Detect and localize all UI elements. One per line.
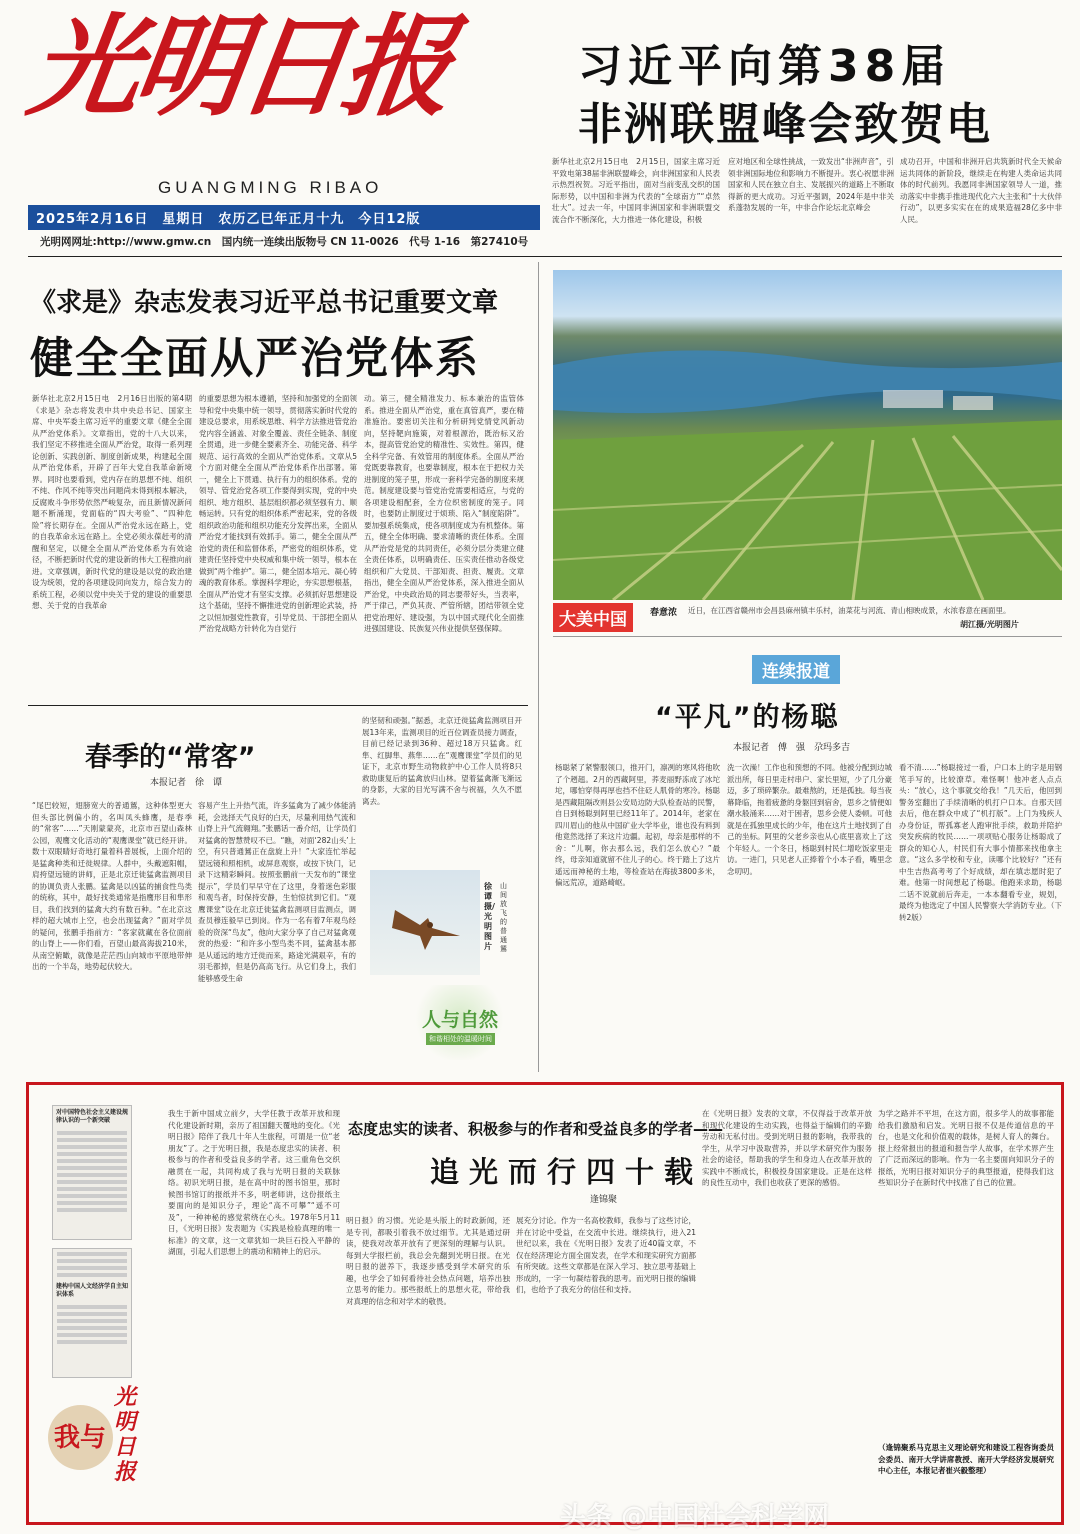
spring-column-2: 容易产生上升热气流，许多猛禽为了减少体能消耗，会选择天气良好的白天，尽量利用热气流和山脊上升气流翱翔。”张鹏话一番介绍，让学员们对猛禽的智慧赞叹不已。“瞧，对面‘282山头’上空，有只普通鵟正在盘旋上升！”大家连忙举起望远镜和照相机，或屏息观察，或按下快门，记录下这精彩瞬间。按照张鹏前一天发布的“课堂提示”，学员们早早守在了这里，身着迷色彩服和观鸟者，时保持安静，生怕惊扰到它们。“观鹰课堂”设在北京迁徙猛禽监测项目监测点，调查员穆连毅早已到岗。作为一名有着7年观鸟经验的资深“鸟友”，他向大家分享了自己对猛禽观赏的热爱：“和许多小型鸟类不同，猛禽基本都是从遥远的地方迁徙而来，路途光满艰辛，有的羽毛都掉，但是仍高高飞行。从它们身上，我们能够感受生命 — [198, 801, 356, 983]
spring-column-1: “尾巴较短，翅膀宽大的普通鵟，这种体型更大但头部比例偏小的，名叫凤头蜂鹰，是春季的“常客”……”天刚蒙蒙亮，北京市百望山森林公园，观鹰文化活动的“观鹰课堂”就已经开讲。数十双眼睛好奇地打量着科普展板，上面介绍的是猛禽种类和迁徙规律。人群中，头戴遮阳帽，肩挎望远镜的讲师，正是北京迁徙猛禽监测项目的协调负责人张鹏。猛禽是以凶猛的捕食性鸟类的统称，其中，最好找类通常是指鹰形目和隼形目，我们找到的猛禽大约有数百种。“在北京这样的超大城市上空，也会出现猛禽？”面对学员的疑问，张鹏手指前方：“客家就藏在各位面前的山脊上——你们看，百望山最高海拔210米，从南空俯瞰，就像是茫茫西山向城市平原地带伸出的一个半岛，地势起伏较大。 — [32, 801, 192, 971]
thumbnail-clipping-2-title: 建构中国人文经济学自主知识体系 — [56, 1283, 129, 1298]
spring-column-3: 的坚韧和顽强。”据悉，北京迁徙猛禽监测项目开展13年来，监测项目的近百位调查员接力调查，目前已经记录到36种、超过18万只猛禽。红隼、红脚隼、燕隼……在“观鹰课堂”学员们的见证下，北京市野生动物救护中心工作人员将8只救助康复后的猛禽放归山林。望着猛禽渐飞渐远的身影，大家的目光写满不舍与祝福，久久不愿离去。 — [362, 716, 522, 806]
continued-headline: “平凡”的杨聪 — [655, 702, 840, 733]
feature-headline: 追光而行四十载 — [430, 1155, 704, 1189]
continued-column-1: 杨聪紧了紧警服领口，推开门，凛冽的寒风将他吹了个趔趄。2月的西藏阿里，荞麦丽野冻成了冰坨坨，哪怕穿得再厚也挡不住砭人肌骨的寒冷。杨聪是西藏阻隔改则县公安局边防大队检查站的民警，自日到杨聪到阿里已经11年了。2014年，老家在四川眉山的他从中国矿业大学毕业，谁也没有料到他竟然选择了来这片边疆。起初，母亲是那样的不舍：“儿啊，你去那么远，我们怎么放心？”最终，母亲知道就留不住儿子的心。终于踏上了这片遥远而神秘的土地，等检查站在海拔3800多米，偏远荒凉，道路崎岖。 — [555, 763, 720, 887]
feature-byline: 逢锦聚 — [590, 1195, 618, 1205]
dateline-bar: 2025年2月16日 星期日 农历乙巳年正月十九 今日12版 — [28, 205, 540, 230]
feature-logo-big: 我与 — [54, 1423, 107, 1453]
qiushi-column-3: 动。第三，健全精准发力、标本兼治的监管体系。推进全面从严治党，重在真管真严，要在精准施治。要密切关注和分析研判党情党风新动向，坚持靶向施策，对着根源治，既治标又治本，提高管党治党的精准性、实效性。第四，健全科学完备、有效管用的制度体系。全面从严治党既要靠教育，也要靠制度，根本在于把权力关进制度的笼子里，形成一套科学完备的制度来规范。制度建设要与管党治党需要相适应，与党的各项建设相配套，全方位织密制度的笼子。同时，也要防止制度过于烦琐、陷入“制度陷阱”。要加强系统集成，使各项制度成为有机整体。第五，健全全体明确、要求清晰的责任体系。全面从严治党是党的共同责任，必须分层分类建立健全责任体系，以明确责任、压实责任推动各级党组织和广大党员、干部知责、担责、履责。文章指出，健全全面从严治党体系，深入推进全面从严治党，中央政治局的同志要带好头，当表率，严于律己，严负其责、严管所辖，团结带领全党把党治理好、建设强，为以中国式现代化全面推进强国建设、民族复兴伟业提供坚强保障。 — [364, 394, 524, 633]
lead-headline-2: 非洲联盟峰会致贺电 — [578, 99, 992, 150]
feature-author-note: （逢锦聚系马克思主义理论研究和建设工程咨询委员会委员、南开大学讲席教授、南开大学经济发展研究中心主任，本报记者崔兴毅整理） — [878, 1443, 1054, 1475]
lead-headline-1: 习近平向第38届 — [578, 41, 952, 92]
feature-kicker: 态度忠实的读者、积极参与的作者和受益良多的学者—— — [348, 1120, 724, 1138]
feature-logo-name: 光明日报 — [114, 1384, 137, 1485]
spring-byline: 本报记者 徐 谭 — [150, 778, 223, 788]
qiushi-headline: 健全全面从严治党体系 — [30, 334, 480, 384]
feature-logo — [48, 1385, 158, 1515]
continued-byline: 本报记者 傅 强 尕玛多吉 — [733, 743, 851, 753]
photo-tag: 大美中国 — [553, 603, 633, 632]
divider-right-photo — [553, 636, 1062, 637]
feature-column-4: 在《光明日报》发表的文章，不仅得益于改革开放和现代化建设的生动实践，也得益于编辑们的辛勤劳动和无私付出。受到光明日报的影响，我带我的学生，从学习中汲取营养，并以学术研究作为服务社会的途径，帮助我的学生和身边人在改革开放的实践中不断成长，积极投身国家建设。正是在这样的良性互动中，我们也收获了更深的感悟。 — [702, 1109, 872, 1187]
divider-mid-left — [28, 705, 528, 706]
feature-column-1: 我生于新中国成立前夕，大学任教于改革开放和现代化建设新时期，亲历了祖国翻天覆地的变化。《光明日报》陪伴了我几十年人生旅程，可谓是一位“老朋友”了。之于光明日报，我是态度忠实的读者、积极参与的作者和受益良多的学者。这三重角色交织融贯在一起，共同构成了我与光明日报的关联脉络。初识光明日报，是在高中时的图书馆里，那时候图书馆订的报纸并不多，明老师讲，这份报纸主要面向的是知识分子，理论“高不可攀”“遥不可及”，一种神秘的感觉萦绕在心头。1978年5月11日，《光明日报》发表题为《实践是检验真理的唯一标准》的文章，这一文章犹如一块巨石投入平静的湖面，引起人们思想上的震动和精神上的启示。 — [168, 1109, 340, 1256]
feature-column-5: 为学之路并不平坦，在这方面，很多学人的故事都能给我们激励和启发。光明日报不仅是传道信息的平台，也是文化和价值观的载体，是树人育人的舞台。报上经常报出的报道和报告学人故事，在学术界产生了广泛而深远的影响。作为一名主要面向知识分子的报纸，光明日报对知识分子的典型报道，使得我们这些知识分子在新时代中找准了自己的位置。 — [878, 1109, 1054, 1187]
photo-title: 春意浓 — [650, 608, 678, 618]
masthead-logo: 光明日报 — [21, 2, 456, 131]
qiushi-column-1: 新华社北京2月15日电 2月16日出版的第4期《求是》杂志将发表中共中央总书记、国家主席、中央军委主席习近平的重要文章《健全全面从严治党体系》。文章指出，党的十八大以来，我们坚定不移推进全面从严治党，取得一系列理论创新、实践创新、制度创新成果，构建起全面从严治党体系，开辟了百年大党自我革命新境界。同时也要看到，党内存在的思想不纯、组织不纯、作风不纯等突出问题尚未得到根本解决，反腐败斗争形势依然严峻复杂，而且新情况新问题不断涌现，党面临的“四大考验”、“四种危险”将长期存在。全面从严治党永远在路上，党的自我革命永远在路上。全党必须永葆赶考的清醒和坚定，以健全全面从严治党体系为有效途径，不断把新时代党的建设新的伟大工程推向前进。文章强调，新时代党的建设是以党的政治建设为统领，党的各项建设同向发力，综合发力的系统工程，必须以党中央关于党的建设的重要思想、关于党的自我革命 — [32, 394, 192, 610]
divider-top — [28, 256, 1062, 257]
continued-column-2: 洗一次澡！工作也和预想的不同。他被分配到边城派出所，每日里走村串户、家长里短，少了几分豪迈，多了琐碎繁杂。最难熬的，还是孤独。每当夜幕降临，拖着疲惫的身躯回到宿舍，思乡之情便如潮水般涌来……对于困者，思乡会使人委顿。可他就是在孤独里成长的少年，他在这片土地找到了自己的坐标。阿里的父老乡亲也从心底里喜欢上了这个年轻人。一个冬日，杨聪到村民仁增吃饭家里走访。一进门，只见老人正捧着个小本子看，嘴里念念叨叨。 — [727, 763, 892, 876]
masthead-pinyin: GUANGMING RIBAO — [158, 178, 383, 197]
nature-logo-text: 人与自然 — [422, 1009, 499, 1031]
continued-column-3: 看不清……”杨聪接过一看，户口本上的字是用钢笔手写的，比较潦草。难怪啊！他冲老人点点头：“放心，这个事就交给我！”几天后，他回到警务室翻出了手续清晰的机打户口本。自那天回去后，他在群众中成了“机打版”。上门为残疾人办身份证，帮孤寡老人跑审批手续，救助并陪护突发疾病的牧民……一项项贴心服务让杨聪成了群众的知心人，村民们有大事小情都来找他拿主意。“这么多学校和专业，读哪个比较好？”还有中生吉热高考考了个好成绩，却在填志愿时犯了难。他第一时间想起了杨聪。他跑来求助，杨聪二话不说就前后奔走，一本本翻看专业，规划，最终为他选定了中国人民警察大学消防专业。（下转2版） — [899, 763, 1062, 922]
bird-photo — [370, 870, 480, 975]
info-line: 光明网网址:http://www.gmw.cn 国内统一连续出版物号 CN 11-0026 代号 1-16 第27410号 — [40, 236, 529, 248]
photo-caption: 近日，在江西省赣州市会昌县麻州镇丰乐村，油菜花与河流、青山相映成景，水浓春意在画面里。 — [688, 606, 1011, 615]
bird-note: 山间放飞的普通鵟 — [500, 882, 507, 953]
thumbnail-clipping-1-title: 对中国特色社会主义建设规律认识的一个新突破 — [56, 1109, 129, 1124]
qiushi-kicker: 《求是》杂志发表习近平总书记重要文章 — [30, 288, 499, 318]
landscape-photo — [553, 270, 1062, 600]
feature-column-2: 明日报》的习惯。光论是头版上的时政新闻，还是专刊，都吸引着我不放过细节。尤其是通过研读，使我对改革开放有了更深刻的理解与认识。每到大学报栏前，我总会先翻到光明日报。在光明日报的滋养下，我逐步感受到学术研究的乐趣，也学会了如何看待社会热点问题，培养出独立思考的能力。那些报纸上的思想火花，带给我对真理的信念和对学术的敬畏。 — [346, 1216, 510, 1306]
watermark: 头条 @中国社会科学网 — [560, 1502, 830, 1532]
continued-label: 连续报道 — [752, 655, 840, 684]
thumbnail-clipping-1 — [52, 1105, 132, 1240]
qiushi-column-2: 的重要思想为根本遵循，坚持和加强党的全面领导和党中央集中统一领导，贯彻落实新时代党的建设总要求，用系统思维、科学方法推进管党治党内容全涵盖、对象全覆盖、责任全链条、制度全贯通，进一步健全要素齐全、功能完备、科学规范、运行高效的全面从严治党体系。文章从5个方面对健全全面从严治党体系作出部署。第一，健全上下贯通、执行有力的组织体系。党的领导、管党治党各项工作要得到实现，党的中央组织、地方组织、基层组织都必须坚强有力、顺畅运转。只有党的组织体系严密起来，党的各级组织政治功能和组织功能充分发挥出来，全面从严治党才能找到有效抓手。第二，健全全面从严治党的责任和监督体系，严密党的组织体系，党建责任坚持党中央权威和集中统一领导，根本在做到“两个维护”。第二，健全固本培元、凝心铸魂的教育体系。掌握科学理论，夯实思想根基，全面从严治党才有坚实支撑。必须抓好思想建设这个基础，坚持不懈推进党的创新理论武装，持之以恒加强党性教育，引导党员、干部把全面从严治党战略方针转化为自觉行 — [199, 394, 357, 633]
landscape-illustration — [553, 270, 1062, 600]
divider-vertical — [538, 262, 539, 1072]
lead-column-1: 新华社北京2月15日电 2月15日，国家主席习近平致电第38届非洲联盟峰会，向非洲国家和人民表示热烈祝贺。习近平指出，面对当前变乱交织的国际形势，以中国和非洲为代表的“全球南方”“卓然壮大”。过去一年，中国同非洲国家和非洲联盟交流合作不断深化，大力推进一体化建设，积极 — [552, 157, 720, 224]
lead-column-3: 成功召开，中国和非洲开启共筑新时代全天候命运共同体的新阶段，继续走在构建人类命运共同体的时代前列。我愿同非洲国家领导人一道，推动落实中非携手推进现代化六大主张和“十大伙伴行动”，以更多实实在在的成果造福28亿多中非人民。 — [900, 157, 1062, 224]
feature-column-3: 展充分讨论。作为一名高校教师，我参与了这些讨论，并在讨论中受益，在交流中长进。继续执行，进入21世纪以来，我在《光明日报》发表了近40篇文章，不仅在经济理论方面全面发表，在学术和现实研究方面都有所突破。这些文章都是在深入学习、独立思考基础上形成的，一字一句凝结着我的思考。而光明日报的编辑们，也给予了我充分的信任和支持。 — [516, 1216, 696, 1294]
bird-illustration — [370, 870, 480, 975]
thumbnail-clipping-2 — [52, 1248, 132, 1378]
photo-credit: 胡江摄/光明图片 — [960, 620, 1019, 629]
lead-column-2: 应对地区和全球性挑战，一致发出“非洲声音”，引领非洲国际地位和影响力不断提升。衷心祝愿非洲国家和人民在独立自主、发展振兴的道路上不断取得新的更大成功。习近平强调，2024年是中非关系蓬勃发展的一年，中非合作论坛北京峰会 — [728, 157, 894, 212]
nature-logo — [412, 985, 507, 1060]
spring-headline: 春季的“常客” — [85, 742, 256, 773]
bird-caption: 徐谭摄/光明图片 — [484, 882, 495, 951]
nature-logo-sub: 和谐相处的温暖时间 — [426, 1033, 495, 1045]
